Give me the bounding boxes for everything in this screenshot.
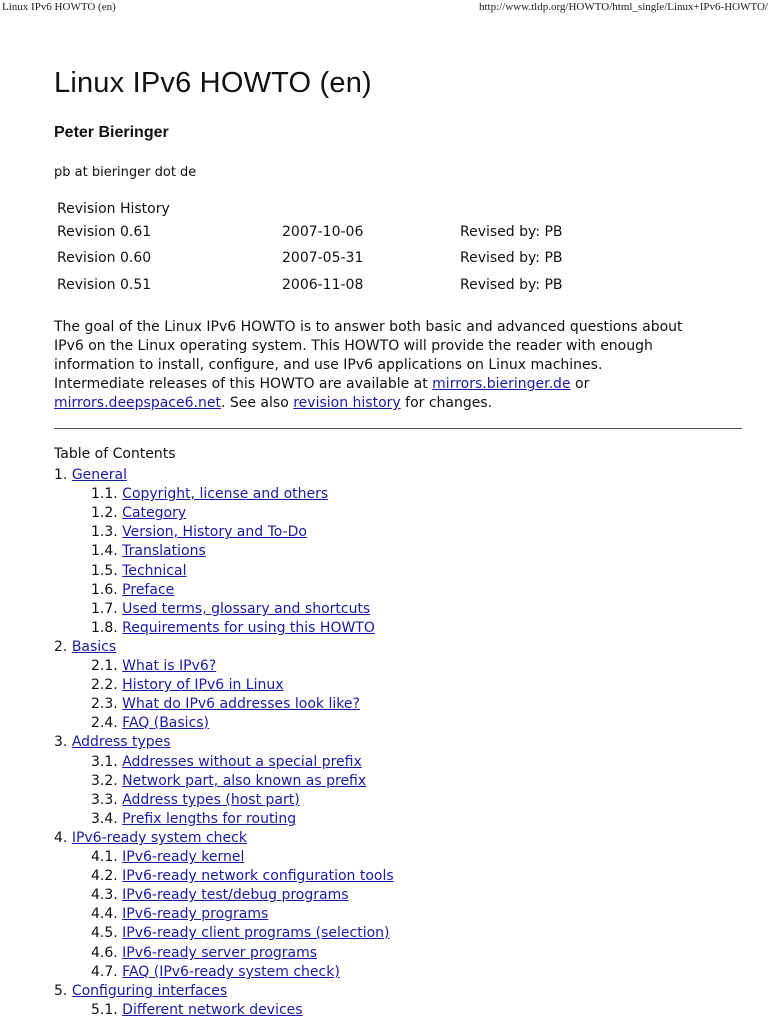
revision-date: 2007-05-31 [282,250,364,266]
toc-link[interactable]: Address types (host part) [122,792,300,808]
toc-entry-number: 2.3. [91,696,118,712]
toc-entry-number: 4.2. [91,868,118,884]
toc-caption: Table of Contents [54,446,176,462]
toc-entry [91,562,186,581]
toc-entry [91,848,244,867]
toc-entry-number: 4.4. [91,906,118,922]
toc-link[interactable]: Copyright, license and others [122,486,329,502]
toc-entry [91,944,317,963]
toc-entry-number: 1.8. [91,620,118,636]
toc-entry [54,982,227,1001]
toc-link[interactable]: Used terms, glossary and shortcuts [122,601,371,617]
mirror-link-bieringer[interactable]: mirrors.bieringer.de [432,376,571,392]
toc-entry-number: 1.6. [91,582,118,598]
toc-entry-number: 4.5. [91,925,118,941]
toc-link[interactable]: Different network devices [122,1002,303,1018]
revision-number: Revision 0.61 [57,224,152,240]
toc-link[interactable]: IPv6-ready test/debug programs [122,887,349,903]
toc-entry-number: 4. [54,830,68,846]
toc-link[interactable]: History of IPv6 in Linux [122,677,284,693]
toc-entry [91,676,284,695]
toc-entry [91,581,174,600]
toc-link[interactable]: What do IPv6 addresses look like? [122,696,360,712]
toc-link[interactable]: Network part, also known as prefix [122,773,367,789]
revision-row [0,277,768,297]
toc-link[interactable]: IPv6-ready programs [122,906,269,922]
toc-link[interactable]: FAQ (IPv6-ready system check) [122,964,340,980]
print-header-title: Linux IPv6 HOWTO (en) [2,1,116,13]
mirror-link-deepspace6[interactable]: mirrors.deepspace6.net [54,395,221,411]
abstract-text: for changes. [400,395,493,411]
toc-entry-number: 2.2. [91,677,118,693]
abstract-text: The goal of the Linux IPv6 HOWTO is to answer both basic and advanced questions about IPv6 on the Linux operating system. This HOWTO will provide the reader with enough information to install, configure, and use IPv6 applications on Linux machines. Intermediate releases of this HOWTO are available at [54,319,683,392]
toc-entry-number: 3. [54,734,68,750]
toc-link[interactable]: Addresses without a special prefix [122,754,362,770]
revision-author: Revised by: PB [460,250,563,266]
divider [54,428,742,429]
toc-entry [91,772,366,791]
toc-link[interactable]: Translations [122,543,206,559]
toc-entry-number: 1.3. [91,524,118,540]
toc-entry-number: 4.3. [91,887,118,903]
toc-entry-number: 1.1. [91,486,118,502]
toc-entry-number: 5. [54,983,68,999]
toc-entry [91,810,296,829]
toc-entry [91,504,186,523]
toc-link[interactable]: Technical [122,563,187,579]
revision-author: Revised by: PB [460,224,563,240]
toc-link[interactable]: IPv6-ready kernel [122,849,245,865]
toc-link[interactable]: Basics [71,639,117,655]
toc-entry [91,523,307,542]
toc-link[interactable]: Address types [71,734,171,750]
revision-history-caption: Revision History [57,201,170,217]
toc-entry-number: 4.1. [91,849,118,865]
toc-link[interactable]: IPv6-ready server programs [122,945,318,961]
toc-entry [54,638,116,657]
toc-entry [91,905,268,924]
toc-entry-number: 1.7. [91,601,118,617]
revision-date: 2007-10-06 [282,224,364,240]
toc-entry [91,791,300,810]
revision-row [0,224,768,244]
toc-link[interactable]: Requirements for using this HOWTO [122,620,375,636]
toc-link[interactable]: IPv6-ready system check [71,830,247,846]
print-header-url: http://www.tldp.org/HOWTO/html_single/Linux+IPv6-HOWTO/ [478,1,768,13]
toc-entry [91,542,206,561]
toc-link[interactable]: Version, History and To-Do [122,524,307,540]
toc-link[interactable]: Preface [122,582,175,598]
toc-entry-number: 3.1. [91,754,118,770]
toc-entry-number: 1.5. [91,563,118,579]
toc-entry [91,695,360,714]
toc-link[interactable]: IPv6-ready client programs (selection) [122,925,390,941]
toc-link[interactable]: FAQ (Basics) [122,715,210,731]
revision-date: 2006-11-08 [282,277,364,293]
toc-entry [91,1001,303,1020]
revision-number: Revision 0.51 [57,277,152,293]
toc-link[interactable]: Configuring interfaces [71,983,228,999]
toc-entry-number: 3.3. [91,792,118,808]
abstract-text: . See also [220,395,294,411]
toc-entry [54,829,247,848]
toc-entry-number: 1.4. [91,543,118,559]
toc-entry [54,733,171,752]
toc-entry [91,600,370,619]
author-name: Peter Bieringer [54,124,169,141]
toc-link[interactable]: IPv6-ready network configuration tools [122,868,394,884]
revision-history-link[interactable]: revision history [293,395,401,411]
toc-entry [91,963,340,982]
toc-link[interactable]: General [71,467,127,483]
toc-entry [91,619,375,638]
toc-entry [54,466,127,485]
abstract-text: or [575,376,590,392]
toc-entry [91,924,390,943]
toc-entry-number: 4.6. [91,945,118,961]
toc-entry [91,753,362,772]
toc-entry [91,886,349,905]
revision-number: Revision 0.60 [57,250,152,266]
toc-entry [91,867,394,886]
toc-entry-number: 1.2. [91,505,118,521]
revision-author: Revised by: PB [460,277,563,293]
toc-entry [91,714,209,733]
revision-row [0,250,768,270]
toc-entry-number: 1. [54,467,68,483]
page-title: Linux IPv6 HOWTO (en) [54,67,372,99]
toc-entry-number: 2.4. [91,715,118,731]
toc-entry [91,657,216,676]
author-email: pb at bieringer dot de [54,165,197,180]
abstract-paragraph [54,318,754,413]
toc-link[interactable]: What is IPv6? [122,658,217,674]
toc-entry-number: 3.4. [91,811,118,827]
toc-link[interactable]: Prefix lengths for routing [122,811,297,827]
toc-link[interactable]: Category [122,505,187,521]
toc-entry-number: 3.2. [91,773,118,789]
toc-entry [91,485,328,504]
toc-entry-number: 2.1. [91,658,118,674]
toc-entry-number: 5.1. [91,1002,118,1018]
toc-entry-number: 2. [54,639,68,655]
toc-entry-number: 4.7. [91,964,118,980]
print-header [0,0,768,16]
